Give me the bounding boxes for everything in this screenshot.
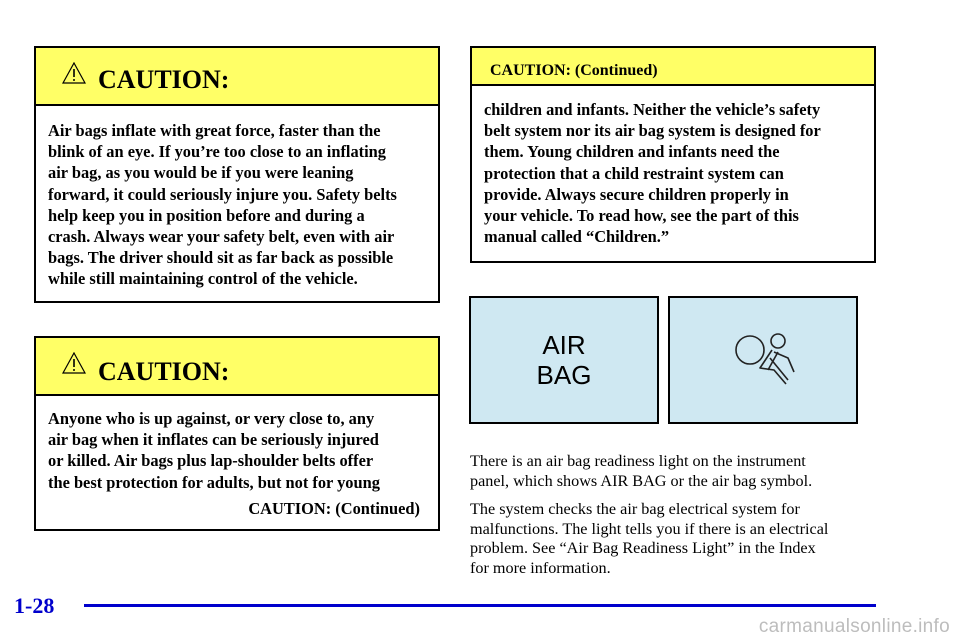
caution-box-2	[34, 336, 440, 531]
airbag-symbol-indicator	[668, 296, 858, 424]
paragraph-line: There is an air bag readiness light on the instrument	[470, 452, 806, 470]
caution-line: air bag, as you would be if you were leaning	[48, 163, 354, 183]
caution-line: children and infants. Neither the vehicle’s safety	[484, 100, 821, 119]
airbag-label-line2: BAG	[536, 360, 592, 390]
caution-line: Anyone who is up against, or very close to, any	[48, 409, 375, 428]
caution-header	[36, 338, 438, 396]
paragraph-line: malfunctions. The light tells you if there is an electrical	[470, 519, 829, 538]
paragraph-line: panel, which shows AIR BAG or the air bag symbol.	[470, 471, 813, 490]
caution-header	[36, 48, 438, 106]
warning-triangle-icon	[62, 352, 86, 374]
paragraph-line: for more information.	[470, 558, 611, 577]
system-check-paragraph	[470, 500, 828, 578]
caution-line: blink of an eye. If you’re too close to an inflating	[48, 142, 386, 162]
caution-line: manual called “Children.”	[484, 227, 670, 247]
caution-line: your vehicle. To read how, see the part of this	[484, 206, 799, 226]
caution-line: provide. Always secure children properly in	[484, 184, 789, 204]
caution-text	[484, 99, 821, 247]
readiness-light-paragraph	[470, 452, 812, 491]
caution-line: bags. The driver should sit as far back as possible	[48, 248, 394, 268]
caution-text	[48, 408, 380, 493]
warning-triangle-icon	[62, 62, 86, 84]
caution-line: while still maintaining control of the vehicle.	[48, 269, 358, 289]
page-number: 1-28	[14, 593, 55, 618]
caution-title: CAUTION:	[98, 65, 230, 94]
caution-header	[472, 48, 874, 86]
caution-title: CAUTION: (Continued)	[490, 62, 658, 79]
caution-line: or killed. Air bags plus lap-shoulder belts offer	[48, 451, 374, 471]
caution-box-3	[470, 46, 876, 263]
caution-text	[48, 120, 397, 290]
paragraph-line: problem. See “Air Bag Readiness Light” in the Index	[470, 539, 816, 558]
caution-line: them. Young children and infants need the	[484, 142, 780, 162]
caution-line: the best protection for adults, but not for young	[48, 472, 380, 492]
airbag-label-line1: AIR	[542, 330, 586, 360]
airbag-symbol-icon	[732, 328, 800, 388]
caution-line: belt system nor its air bag system is designed for	[484, 121, 821, 141]
watermark: carmanualsonline.info	[758, 616, 950, 637]
footer-rule	[84, 604, 876, 607]
caution-continued-label: CAUTION: (Continued)	[248, 499, 420, 518]
caution-line: protection that a child restraint system can	[484, 163, 784, 183]
caution-line: Air bags inflate with great force, faster than the	[48, 121, 381, 140]
caution-line: forward, it could seriously injure you. Safety belts	[48, 184, 397, 204]
caution-title: CAUTION:	[98, 357, 230, 386]
caution-line: help keep you in position before and during a	[48, 205, 365, 225]
caution-box-1	[34, 46, 440, 303]
caution-line: air bag when it inflates can be seriously injured	[48, 430, 379, 450]
paragraph-line: The system checks the air bag electrical system for	[470, 500, 800, 518]
caution-line: crash. Always wear your safety belt, even with air	[48, 227, 395, 247]
airbag-text-indicator	[469, 296, 659, 424]
